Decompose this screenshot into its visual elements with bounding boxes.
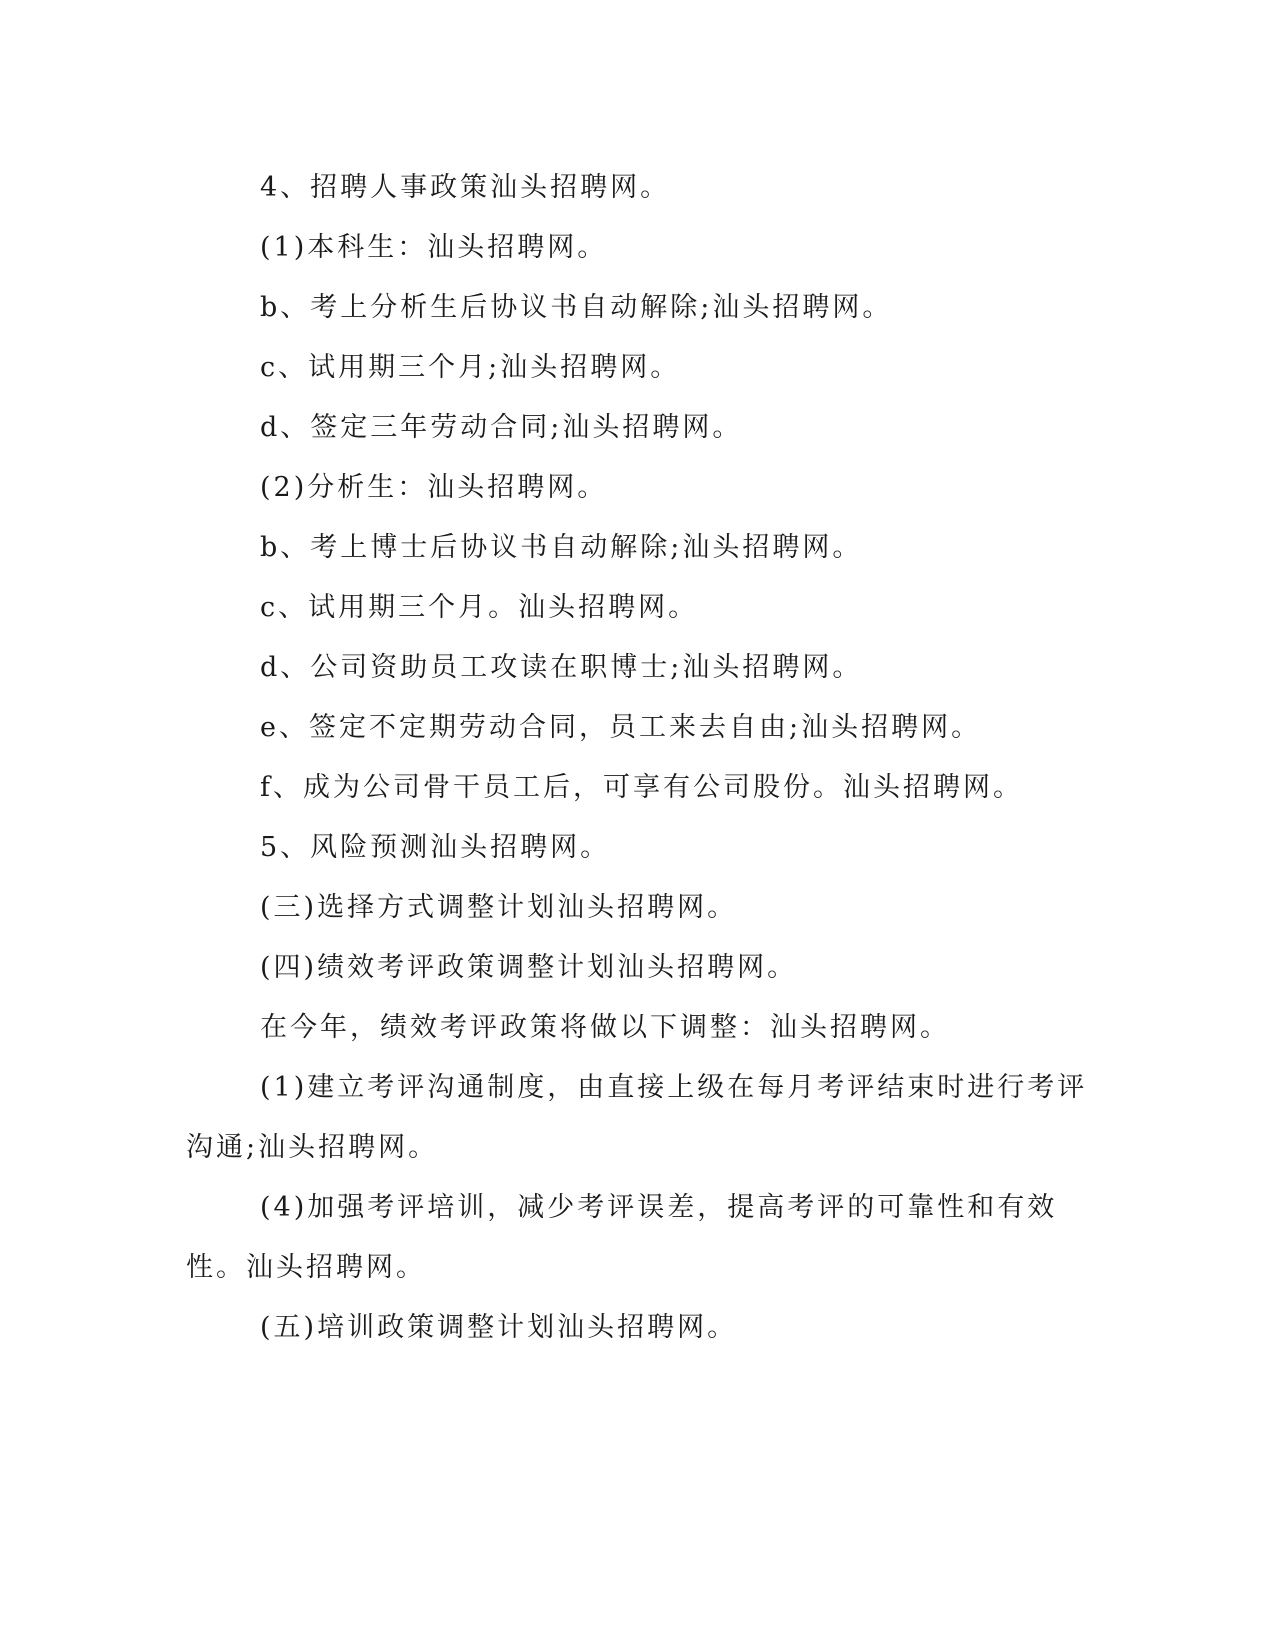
paragraph: b、考上分析生后协议书自动解除;汕头招聘网。 — [260, 292, 893, 323]
paragraph: 在今年，绩效考评政策将做以下调整：汕头招聘网。 — [260, 1012, 950, 1043]
paragraph: (1)本科生：汕头招聘网。 — [260, 232, 608, 263]
paragraph: 4、招聘人事政策汕头招聘网。 — [260, 172, 671, 203]
paragraph: f、成为公司骨干员工后，可享有公司股份。汕头招聘网。 — [260, 772, 1023, 803]
paragraph: 5、风险预测汕头招聘网。 — [260, 832, 611, 863]
paragraph: e、签定不定期劳动合同，员工来去自由;汕头招聘网。 — [260, 712, 982, 743]
paragraph: (1)建立考评沟通制度，由直接上级在每月考评结束时进行考评沟通;汕头招聘网。 — [186, 1072, 1088, 1163]
paragraph: (四)绩效考评政策调整计划汕头招聘网。 — [260, 952, 798, 983]
paragraph: b、考上博士后协议书自动解除;汕头招聘网。 — [260, 532, 863, 563]
paragraph: (2)分析生：汕头招聘网。 — [260, 472, 608, 503]
document-body — [186, 158, 1091, 1358]
paragraph: d、公司资助员工攻读在职博士;汕头招聘网。 — [260, 652, 863, 683]
paragraph: c、试用期三个月。汕头招聘网。 — [260, 592, 699, 623]
paragraph: d、签定三年劳动合同;汕头招聘网。 — [260, 412, 743, 443]
paragraph: (三)选择方式调整计划汕头招聘网。 — [260, 892, 738, 923]
paragraph: (五)培训政策调整计划汕头招聘网。 — [260, 1312, 738, 1343]
paragraph: (4)加强考评培训，减少考评误差，提高考评的可靠性和有效性。汕头招聘网。 — [186, 1192, 1058, 1283]
paragraph: c、试用期三个月;汕头招聘网。 — [260, 352, 681, 383]
